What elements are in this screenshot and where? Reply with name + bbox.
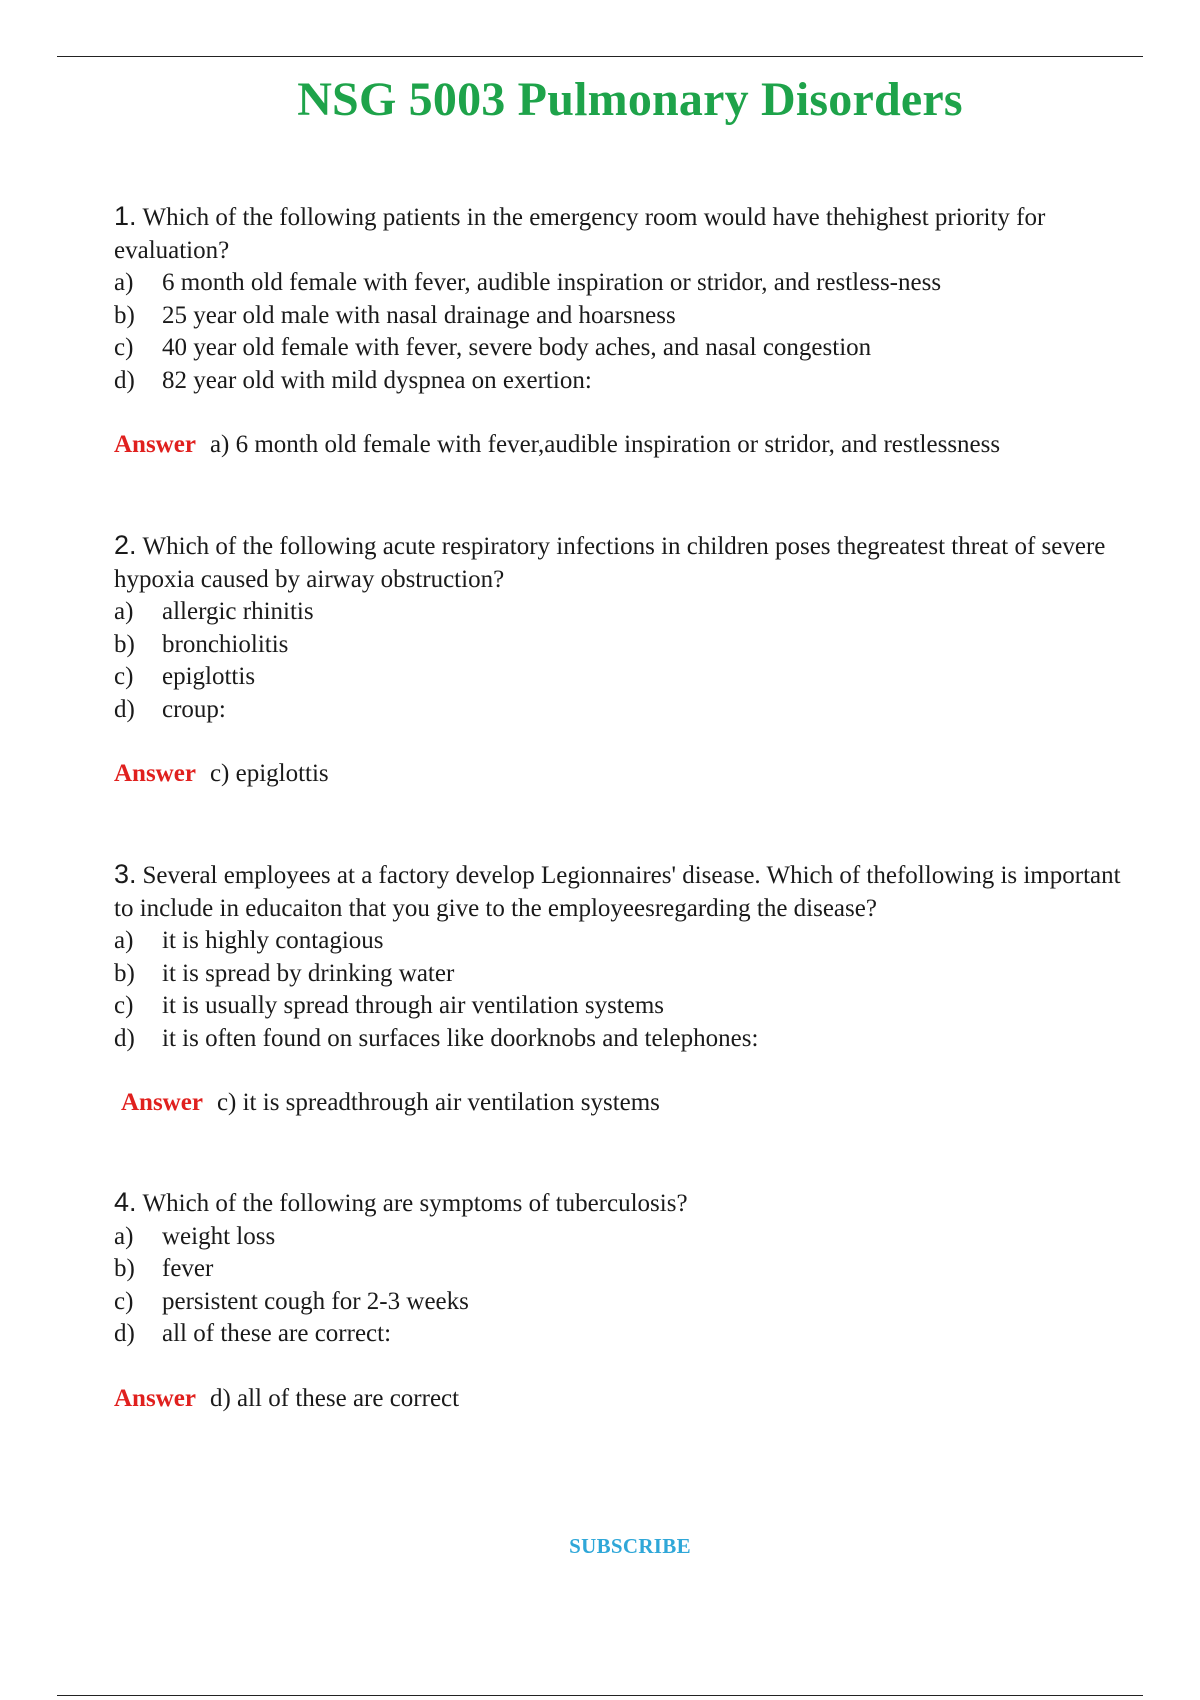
question-text: Which of the following acute respiratory infections in children poses thegreatest threat of severe hypoxia caused by airway obstruction? xyxy=(114,533,1106,593)
option-letter: c) xyxy=(114,1287,134,1315)
question-stem xyxy=(114,858,1134,925)
option-letter: b) xyxy=(114,630,135,658)
option-a xyxy=(114,1221,1134,1254)
option-text: fever xyxy=(162,1255,214,1282)
option-letter: d) xyxy=(114,366,135,394)
option-text: 82 year old with mild dyspnea on exertion: xyxy=(162,366,592,394)
question-number: 4. xyxy=(114,1187,137,1217)
answer-text: c) it is spreadthrough air ventilation systems xyxy=(216,1089,660,1116)
option-letter: b) xyxy=(114,959,135,987)
question-2 xyxy=(114,529,1134,791)
option-letter: a) xyxy=(114,1222,134,1250)
option-d xyxy=(114,1318,1134,1351)
question-number: 3. xyxy=(114,859,137,889)
option-b xyxy=(114,300,1134,333)
option-text: it is often found on surfaces like doorknobs and telephones: xyxy=(162,1024,759,1052)
option-text: weight loss xyxy=(162,1222,276,1250)
answer-text: c) epiglottis xyxy=(209,760,329,787)
option-text: 40 year old female with fever, severe body aches, and nasal congestion xyxy=(162,334,872,361)
option-letter: a) xyxy=(114,269,134,296)
option-text: it is spread by drinking water xyxy=(162,959,455,987)
option-letter: c) xyxy=(114,663,134,690)
option-text: it is highly contagious xyxy=(162,927,384,954)
page-title: NSG 5003 Pulmonary Disorders xyxy=(297,73,963,126)
question-stem xyxy=(114,1186,1134,1221)
option-a xyxy=(114,267,1134,300)
option-letter: b) xyxy=(114,301,135,329)
answer-line xyxy=(114,758,1134,791)
option-text: allergic rhinitis xyxy=(162,598,314,625)
question-4 xyxy=(114,1186,1134,1415)
question-stem xyxy=(114,200,1134,267)
option-b xyxy=(114,629,1134,662)
question-stem xyxy=(114,529,1134,596)
top-rule xyxy=(57,56,1143,57)
option-text: it is usually spread through air ventilation systems xyxy=(162,992,665,1019)
answer-label: Answer xyxy=(121,1089,203,1116)
option-letter: a) xyxy=(114,927,134,954)
bottom-rule xyxy=(57,1695,1143,1696)
question-number: 1. xyxy=(114,201,137,231)
option-list xyxy=(114,267,1134,397)
option-list xyxy=(114,596,1134,726)
option-text: persistent cough for 2-3 weeks xyxy=(162,1287,469,1315)
option-d xyxy=(114,1023,1134,1056)
option-list xyxy=(114,925,1134,1055)
question-1 xyxy=(114,200,1134,462)
question-text: Several employees at a factory develop Legionnaires' disease. Which of thefollowing is important to include in educaiton that you give to the employeesregarding the disease? xyxy=(114,862,1121,922)
option-letter: d) xyxy=(114,695,135,723)
option-letter: a) xyxy=(114,598,134,625)
answer-line xyxy=(114,429,1134,462)
option-letter: d) xyxy=(114,1320,135,1347)
option-d xyxy=(114,694,1134,727)
option-text: croup: xyxy=(162,695,226,723)
question-text: Which of the following patients in the emergency room would have thehighest priority for evaluation? xyxy=(114,204,1046,264)
subscribe-link[interactable]: SUBSCRIBE xyxy=(569,1534,691,1558)
option-a xyxy=(114,596,1134,629)
option-c xyxy=(114,332,1134,365)
question-number: 2. xyxy=(114,530,137,560)
option-b xyxy=(114,1253,1134,1286)
answer-label: Answer xyxy=(114,760,196,787)
option-text: all of these are correct: xyxy=(162,1320,392,1347)
option-text: 25 year old male with nasal drainage and hoarsness xyxy=(162,301,676,329)
option-text: 6 month old female with fever, audible inspiration or stridor, and restless-ness xyxy=(162,269,942,296)
option-letter: b) xyxy=(114,1255,135,1282)
option-d xyxy=(114,365,1134,398)
option-letter: d) xyxy=(114,1024,135,1052)
option-c xyxy=(114,990,1134,1023)
answer-line xyxy=(114,1383,1134,1416)
option-letter: c) xyxy=(114,334,134,361)
option-text: bronchiolitis xyxy=(162,630,289,658)
option-list xyxy=(114,1221,1134,1351)
option-c xyxy=(114,661,1134,694)
answer-line xyxy=(114,1087,1134,1120)
question-3 xyxy=(114,858,1134,1120)
answer-text: d) all of these are correct xyxy=(209,1384,460,1412)
question-text: Which of the following are symptoms of tuberculosis? xyxy=(142,1190,688,1217)
option-a xyxy=(114,925,1134,958)
option-c xyxy=(114,1286,1134,1319)
option-b xyxy=(114,958,1134,991)
answer-label: Answer xyxy=(114,431,196,458)
option-letter: c) xyxy=(114,992,134,1019)
answer-text: a) 6 month old female with fever,audible inspiration or stridor, and restlessness xyxy=(209,431,1001,458)
option-text: epiglottis xyxy=(162,663,256,690)
answer-label: Answer xyxy=(114,1384,196,1412)
